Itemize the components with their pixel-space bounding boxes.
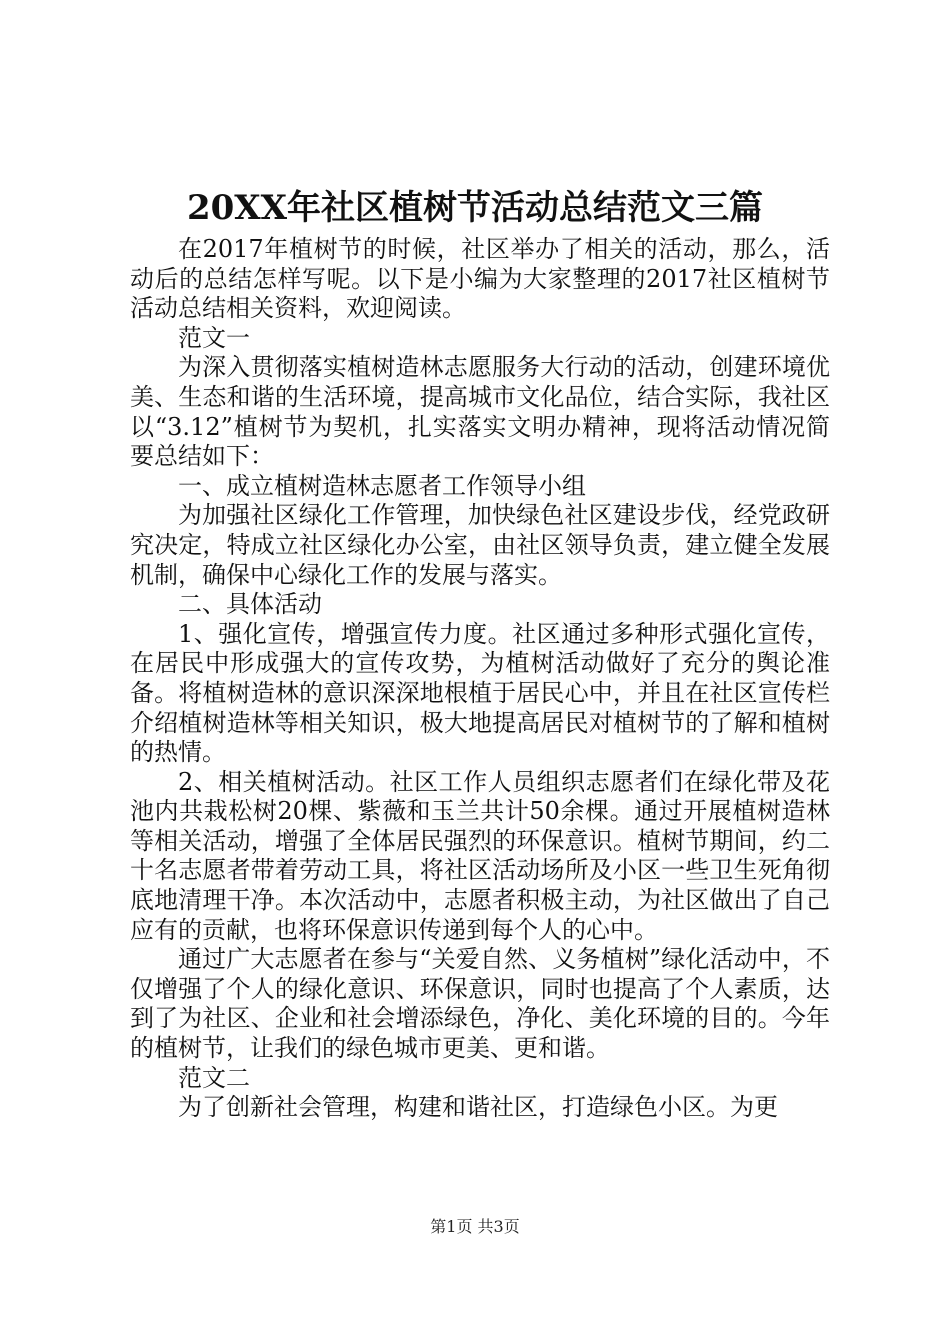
body-paragraph: 为了创新社会管理，构建和谐社区，打造绿色小区。为更 xyxy=(178,1093,778,1122)
subheading-specific-activities: 二、具体活动 xyxy=(178,590,322,619)
body-paragraph: 2、相关植树活动。社区工作人员组织志愿者们在绿化带及花池内共栽松树20棵、紫薇和玉兰共计50余棵。通过开展植树造林等相关活动，增强了全体居民强烈的环保意识。植树节期间，约二十名志愿者带着劳动工具，将社区活动场所及小区一些卫生死角彻底地清理干净。本次活动中，志愿者积极主动，为社区做出了自己应有的贡献，也将环保意识传递到每个人的心中。 xyxy=(130,767,830,944)
body-paragraph: 1、强化宣传，增强宣传力度。社区通过多种形式强化宣传，在居民中形成强大的宣传攻势，为植树活动做好了充分的舆论准备。将植树造林的意识深深地根植于居民心中，并且在社区宣传栏介绍植树造林等相关知识，极大地提高居民对植树节的了解和植树的热情。 xyxy=(130,619,830,767)
page-number-footer: 第1页 共3页 xyxy=(430,1217,520,1236)
body-paragraph: 为深入贯彻落实植树造林志愿服务大行动的活动，创建环境优美、生态和谐的生活环境，提高城市文化品位，结合实际，我社区以“3.12”植树节为契机，扎实落实文明办精神，现将活动情况简要总结如下： xyxy=(130,353,830,471)
intro-paragraph: 在2017年植树节的时候，社区举办了相关的活动，那么，活动后的总结怎样写呢。以下是小编为大家整理的2017社区植树节活动总结相关资料，欢迎阅读。 xyxy=(130,235,830,323)
body-paragraph: 为加强社区绿化工作管理，加快绿色社区建设步伐，经党政研究决定，特成立社区绿化办公室，由社区领导负责，建立健全发展机制，确保中心绿化工作的发展与落实。 xyxy=(130,501,830,589)
subheading-leadership-group: 一、成立植树造林志愿者工作领导小组 xyxy=(178,471,586,500)
body-paragraph: 通过广大志愿者在参与“关爱自然、义务植树”绿化活动中，不仅增强了个人的绿化意识、环保意识，同时也提高了个人素质，达到了为社区、企业和社会增添绿色，净化、美化环境的目的。今年的植树节，让我们的绿色城市更美、更和谐。 xyxy=(130,945,830,1063)
section-heading-sample-two: 范文二 xyxy=(178,1063,250,1092)
document-body xyxy=(130,235,830,1123)
document-title: 20XX年社区植树节活动总结范文三篇 xyxy=(186,188,764,228)
section-heading-sample-one: 范文一 xyxy=(178,323,250,352)
